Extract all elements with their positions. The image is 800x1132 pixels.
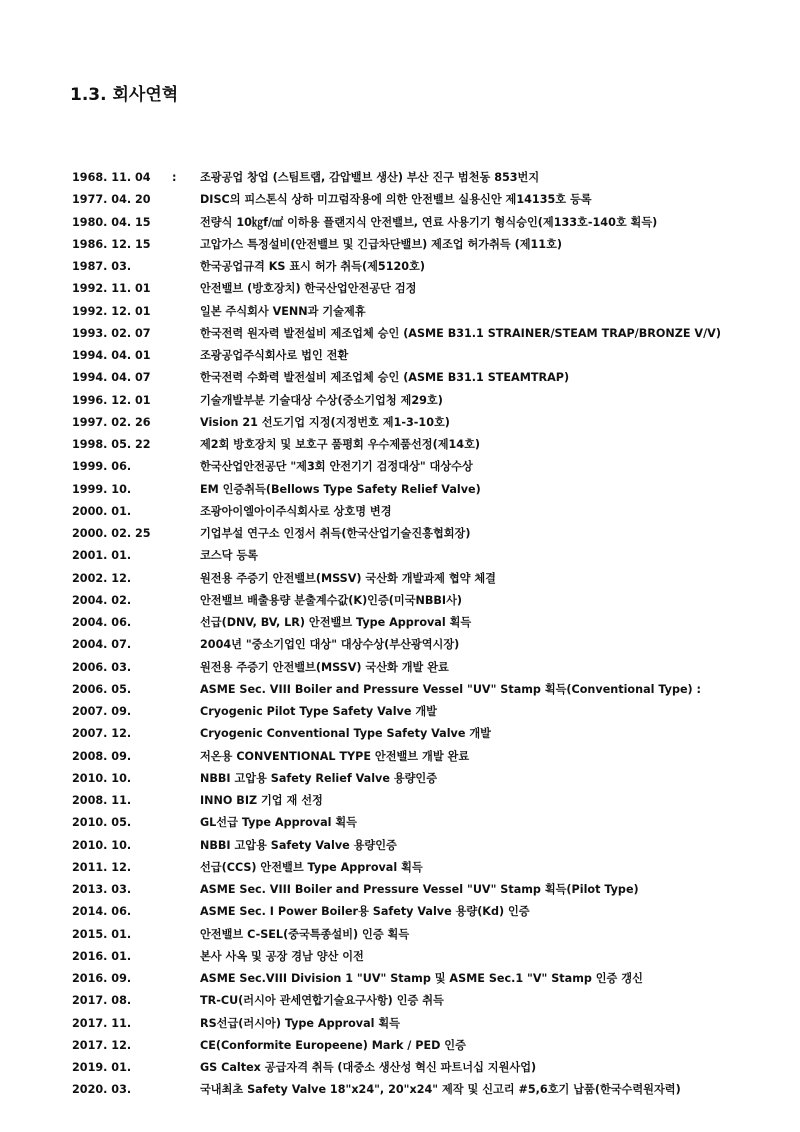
history-separator: [172, 568, 200, 590]
history-row: [72, 212, 772, 234]
history-separator: [172, 746, 200, 768]
history-date: 1977. 04. 20: [72, 193, 151, 207]
history-date: 2000. 01.: [72, 504, 132, 518]
history-text: 기술개발부분 기술대상 수상(중소기업청 제29호): [200, 393, 443, 407]
history-row: [72, 412, 772, 434]
history-separator: [172, 857, 200, 879]
history-row: [72, 968, 772, 990]
history-date: 2016. 09.: [72, 972, 132, 985]
history-separator: [172, 612, 200, 634]
history-separator: [172, 790, 200, 812]
history-row: [72, 479, 772, 501]
history-date: 2000. 02. 25: [72, 527, 151, 540]
history-row: [72, 723, 772, 745]
history-date: 1998. 05. 22: [72, 438, 151, 451]
history-separator: [172, 390, 200, 412]
history-row: [72, 857, 772, 879]
history-date: 2006. 03.: [72, 660, 132, 674]
history-separator: [172, 412, 200, 434]
history-separator: [172, 835, 200, 857]
history-text: ASME Sec. VIII Boiler and Pressure Vessel "UV" Stamp 획득(Pilot Type): [200, 883, 639, 896]
history-row: [72, 701, 772, 723]
history-separator: [172, 990, 200, 1012]
history-separator: [172, 901, 200, 923]
history-date: 1993. 02. 07: [72, 326, 151, 340]
history-text: Cryogenic Conventional Type Safety Valve 개발: [200, 727, 491, 741]
history-separator: [172, 1057, 200, 1079]
history-date: 1994. 04. 01: [72, 349, 151, 362]
history-row: [72, 746, 772, 768]
section-title: 1.3. 회사연혁: [70, 85, 179, 105]
history-separator: [172, 212, 200, 234]
history-row: [72, 612, 772, 634]
history-separator: [172, 590, 200, 612]
history-separator: [172, 234, 200, 256]
history-text: GL선급 Type Approval 획득: [200, 816, 357, 830]
history-row: [72, 545, 772, 567]
history-text: EM 인증취득(Bellows Type Safety Relief Valve): [200, 482, 481, 496]
history-text: 안전밸브 C-SEL(중국특종설비) 인증 획득: [200, 927, 410, 941]
history-list: [72, 167, 772, 1102]
history-date: 1980. 04. 15: [72, 215, 151, 229]
history-date: 1996. 12. 01: [72, 393, 151, 407]
history-separator: [172, 812, 200, 834]
history-date: 1986. 12. 15: [72, 237, 151, 251]
history-row: [72, 924, 772, 946]
history-text: 원전용 주증기 안전밸브(MSSV) 국산화 개발과제 협약 체결: [200, 571, 496, 585]
history-row: [72, 879, 772, 901]
history-text: TR-CU(러시아 관세연합기술요구사항) 인증 취득: [200, 994, 444, 1008]
history-separator: [172, 256, 200, 278]
history-text: 2004년 "중소기업인 대상" 대상수상(부산광역시장): [200, 638, 460, 652]
history-separator: [172, 367, 200, 389]
history-text: DISC의 피스톤식 상하 미끄럼작용에 의한 안전밸브 실용신안 제14135호 등록: [200, 193, 592, 207]
history-separator: [172, 634, 200, 656]
history-row: [72, 1057, 772, 1079]
history-row: [72, 256, 772, 278]
history-text: NBBI 고압용 Safety Relief Valve 용량인증: [200, 771, 438, 785]
history-row: [72, 768, 772, 790]
history-date: 2008. 11.: [72, 794, 132, 807]
history-row: [72, 790, 772, 812]
history-date: 1997. 02. 26: [72, 415, 151, 429]
history-date: 2013. 03.: [72, 883, 132, 896]
history-text: 안전밸브 (방호장치) 한국산업안전공단 검정: [200, 282, 417, 296]
history-date: 2015. 01.: [72, 927, 132, 941]
history-row: [72, 189, 772, 211]
history-text: 원전용 주증기 안전밸브(MSSV) 국산화 개발 완료: [200, 660, 449, 674]
history-text: 한국공업규격 KS 표시 허가 취득(제5120호): [200, 260, 425, 273]
history-row: [72, 167, 772, 189]
history-date: 2004. 02.: [72, 593, 132, 607]
history-date: 2004. 06.: [72, 616, 132, 629]
history-row: [72, 990, 772, 1012]
history-text: CE(Conformite Europeene) Mark / PED 인증: [200, 1038, 466, 1052]
history-text: 국내최초 Safety Valve 18"x24", 20"x24" 제작 및 신고리 #5,6호기 납품(한국수력원자력): [200, 1083, 681, 1097]
history-separator: [172, 879, 200, 901]
history-date: 1992. 12. 01: [72, 304, 151, 318]
history-separator: [172, 924, 200, 946]
history-row: [72, 234, 772, 256]
history-separator: [172, 701, 200, 723]
history-date: 2014. 06.: [72, 905, 132, 919]
history-text: 전량식 10㎏f/㎠ 이하용 플랜지식 안전밸브, 연료 사용기기 형식승인(제133호-140호 획득): [200, 215, 658, 229]
history-row: [72, 679, 772, 701]
history-date: 2010. 05.: [72, 816, 132, 830]
history-text: 한국전력 수화력 발전설비 제조업체 승인 (ASME B31.1 STEAMTRAP): [200, 371, 570, 385]
history-date: 2008. 09.: [72, 749, 132, 763]
history-text: 일본 주식회사 VENN과 기술제휴: [200, 304, 366, 318]
history-date: 2006. 05.: [72, 682, 132, 696]
history-row: [72, 301, 772, 323]
history-date: 1999. 06.: [72, 460, 132, 474]
history-row: [72, 590, 772, 612]
history-separator: [172, 768, 200, 790]
history-text: 한국전력 원자력 발전설비 제조업체 승인 (ASME B31.1 STRAINER/STEAM TRAP/BRONZE V/V): [200, 326, 721, 340]
history-separator: [172, 946, 200, 968]
history-date: 1987. 03.: [72, 260, 132, 273]
history-date: 2002. 12.: [72, 571, 132, 585]
history-row: [72, 1013, 772, 1035]
history-separator: [172, 189, 200, 211]
history-row: [72, 278, 772, 300]
history-separator: [172, 1035, 200, 1057]
history-row: [72, 812, 772, 834]
history-text: ASME Sec. I Power Boiler용 Safety Valve 용량(Kd) 인증: [200, 905, 530, 919]
history-row: [72, 390, 772, 412]
history-text: Vision 21 선도기업 지정(지정번호 제1-3-10호): [200, 415, 450, 429]
history-separator: :: [172, 171, 177, 184]
history-date: 1968. 11. 04: [72, 171, 151, 184]
history-row: [72, 367, 772, 389]
history-text: 본사 사옥 및 공장 경남 양산 이전: [200, 949, 364, 963]
history-text: 조광공업 창업 (스팀트랩, 감압밸브 생산) 부산 진구 범천동 853번지: [200, 171, 540, 184]
history-separator: [172, 345, 200, 367]
history-separator: [172, 523, 200, 545]
history-date: 1999. 10.: [72, 482, 132, 496]
history-row: [72, 568, 772, 590]
history-date: 1994. 04. 07: [72, 371, 151, 385]
history-text: ASME Sec.VIII Division 1 "UV" Stamp 및 ASME Sec.1 "V" Stamp 인증 갱신: [200, 972, 643, 985]
history-row: [72, 523, 772, 545]
history-date: 2010. 10.: [72, 771, 132, 785]
history-date: 2020. 03.: [72, 1083, 132, 1097]
history-separator: [172, 968, 200, 990]
history-text: GS Caltex 공급자격 취득 (대중소 생산성 혁신 파트너십 지원사업): [200, 1061, 537, 1074]
history-row: [72, 901, 772, 923]
history-date: 2017. 11.: [72, 1016, 132, 1030]
history-date: 2017. 08.: [72, 994, 132, 1008]
history-text: ASME Sec. VIII Boiler and Pressure Vessel "UV" Stamp 획득(Conventional Type) :: [200, 682, 702, 696]
history-row: [72, 456, 772, 478]
history-text: 제2회 방호장치 및 보호구 품평회 우수제품선정(제14호): [200, 438, 481, 451]
history-row: [72, 501, 772, 523]
history-text: 저온용 CONVENTIONAL TYPE 안전밸브 개발 완료: [200, 749, 470, 763]
history-text: INNO BIZ 기업 재 선정: [200, 794, 323, 807]
history-row: [72, 345, 772, 367]
history-row: [72, 634, 772, 656]
history-date: 2001. 01.: [72, 549, 132, 563]
history-row: [72, 946, 772, 968]
history-separator: [172, 456, 200, 478]
history-row: [72, 323, 772, 345]
history-separator: [172, 1079, 200, 1101]
history-date: 2017. 12.: [72, 1038, 132, 1052]
history-separator: [172, 278, 200, 300]
history-text: 선급(CCS) 안전밸브 Type Approval 획득: [200, 860, 423, 874]
history-date: 2007. 12.: [72, 727, 132, 741]
history-separator: [172, 679, 200, 701]
history-text: 코스닥 등록: [200, 549, 258, 563]
history-row: [72, 835, 772, 857]
history-date: 2019. 01.: [72, 1061, 132, 1074]
history-separator: [172, 545, 200, 567]
history-row: [72, 657, 772, 679]
history-separator: [172, 501, 200, 523]
history-date: 2011. 12.: [72, 860, 132, 874]
history-text: 기업부설 연구소 인정서 취득(한국산업기술진흥협회장): [200, 527, 471, 540]
history-text: Cryogenic Pilot Type Safety Valve 개발: [200, 705, 437, 718]
history-text: 한국산업안전공단 "제3회 안전기기 검정대상" 대상수상: [200, 460, 473, 474]
history-text: 고압가스 특정설비(안전밸브 및 긴급차단밸브) 제조업 허가취득 (제11호): [200, 237, 562, 251]
history-separator: [172, 301, 200, 323]
history-text: 조광아이엘아이주식회사로 상호명 변경: [200, 504, 392, 518]
history-separator: [172, 434, 200, 456]
history-date: 1992. 11. 01: [72, 282, 151, 296]
history-text: 안전밸브 배출용량 분출계수값(K)인증(미국NBBI사): [200, 593, 463, 607]
history-date: 2007. 09.: [72, 705, 132, 718]
history-text: NBBI 고압용 Safety Valve 용량인증: [200, 838, 397, 852]
history-separator: [172, 723, 200, 745]
history-text: 조광공업주식회사로 법인 전환: [200, 349, 349, 362]
history-row: [72, 1035, 772, 1057]
history-text: RS선급(러시아) Type Approval 획득: [200, 1016, 400, 1030]
history-separator: [172, 657, 200, 679]
history-date: 2016. 01.: [72, 949, 132, 963]
history-separator: [172, 479, 200, 501]
history-date: 2004. 07.: [72, 638, 132, 652]
history-row: [72, 1079, 772, 1101]
history-separator: [172, 1013, 200, 1035]
history-date: 2010. 10.: [72, 838, 132, 852]
history-text: 선급(DNV, BV, LR) 안전밸브 Type Approval 획득: [200, 616, 472, 629]
history-separator: [172, 323, 200, 345]
history-row: [72, 434, 772, 456]
